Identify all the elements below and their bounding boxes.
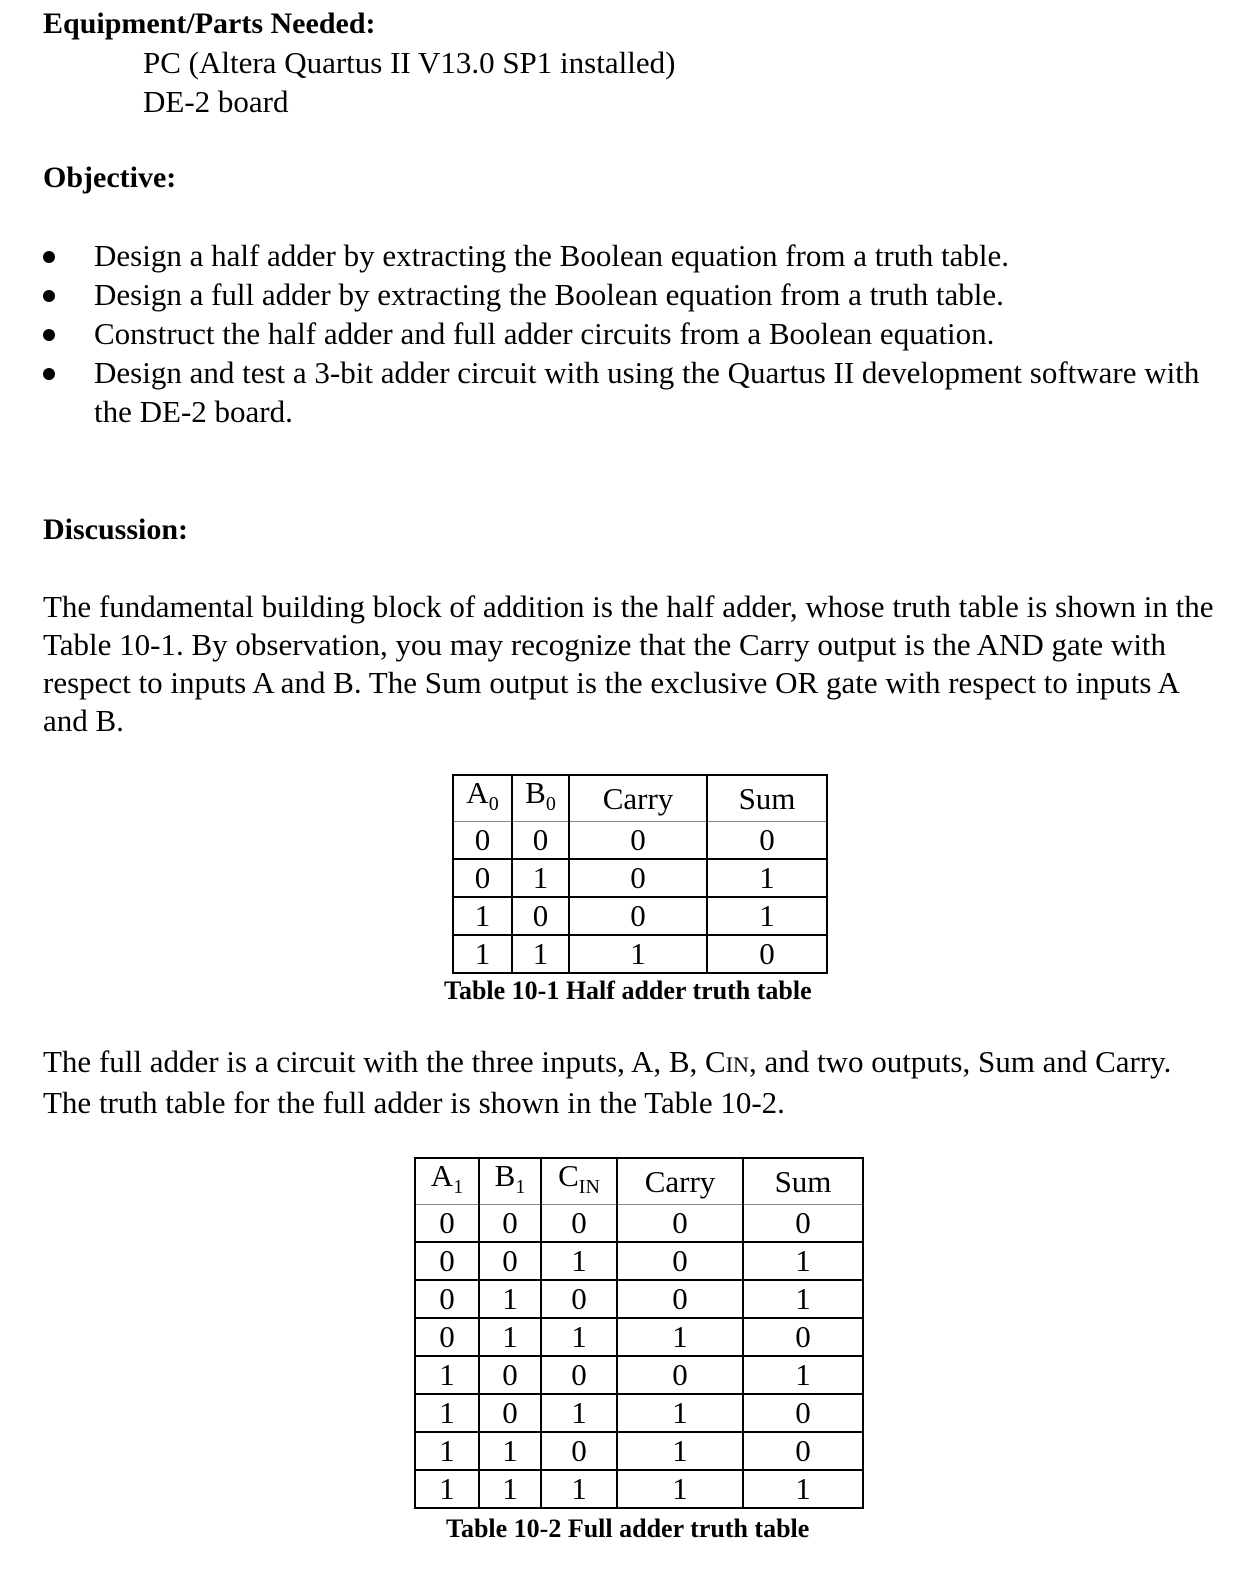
table-row: [415, 1470, 863, 1508]
table-cell: 1: [512, 859, 569, 897]
table-header-row: [415, 1158, 863, 1205]
table-cell: 1: [541, 1318, 617, 1356]
table-cell: 1: [743, 1242, 863, 1280]
table-cell: 1: [541, 1394, 617, 1432]
table-cell: 1: [479, 1280, 541, 1318]
discussion-paragraph-1: The fundamental building block of addition is the half adder, whose truth table is shown in the Table 10-1. By observation, you may recognize that the Carry output is the AND gate with respect to inputs A and B. The Sum output is the exclusive OR gate with respect to inputs A and B.: [43, 589, 1214, 738]
objective-item-text: Construct the half adder and full adder circuits from a Boolean equation.: [94, 316, 995, 351]
objective-item: [43, 314, 1243, 353]
equipment-item-pc: PC (Altera Quartus II V13.0 SP1 installed): [143, 45, 676, 80]
table-row: [415, 1205, 863, 1243]
objective-list: [43, 236, 1243, 431]
table-cell: 1: [453, 897, 512, 935]
table-cell: 0: [617, 1205, 743, 1243]
table-row: [415, 1356, 863, 1394]
table-cell: 1: [479, 1432, 541, 1470]
table-cell: 0: [512, 897, 569, 935]
table-cell: 0: [569, 822, 707, 860]
table-cell: 0: [415, 1205, 479, 1243]
table-cell: 0: [541, 1356, 617, 1394]
table-cell: 1: [617, 1432, 743, 1470]
objective-item-text: Design a full adder by extracting the Boolean equation from a truth table.: [94, 277, 1004, 312]
table-row: [415, 1280, 863, 1318]
table-cell: 0: [415, 1242, 479, 1280]
table-cell: 1: [707, 859, 827, 897]
table-row: [453, 822, 827, 860]
table-cell: 1: [617, 1394, 743, 1432]
table-cell: 1: [617, 1318, 743, 1356]
bullet-icon: [43, 251, 55, 263]
discussion-heading: Discussion:: [43, 513, 189, 546]
table-cell: 0: [617, 1280, 743, 1318]
bullet-icon: [43, 368, 55, 380]
objective-item: [43, 236, 1243, 275]
table-cell: 1: [743, 1356, 863, 1394]
full-adder-table-caption: Table 10-2 Full adder truth table: [446, 1514, 810, 1543]
table-row: [453, 897, 827, 935]
equipment-item-board: DE-2 board: [143, 84, 289, 119]
table-cell: 0: [541, 1205, 617, 1243]
table-cell: 0: [512, 822, 569, 860]
table-cell: 0: [743, 1318, 863, 1356]
table-cell: 0: [415, 1280, 479, 1318]
column-header: $C_{IN}$: [541, 1158, 617, 1205]
table-cell: 0: [707, 822, 827, 860]
table-row: [415, 1318, 863, 1356]
table-cell: 0: [707, 935, 827, 973]
column-header: $B_1$: [479, 1158, 541, 1205]
objective-item: [43, 353, 1243, 431]
table-cell: 0: [743, 1205, 863, 1243]
column-header: Sum: [743, 1158, 863, 1205]
table-header-row: [453, 775, 827, 822]
table-row: [453, 935, 827, 973]
table-cell: 1: [479, 1470, 541, 1508]
column-header: Carry: [617, 1158, 743, 1205]
objective-heading: Objective:: [43, 161, 177, 194]
column-header: $A_0$: [453, 775, 512, 822]
table-cell: 0: [479, 1356, 541, 1394]
objective-item-text: Design a half adder by extracting the Boolean equation from a truth table.: [94, 238, 1010, 273]
table-cell: 0: [415, 1318, 479, 1356]
table-cell: 1: [453, 935, 512, 973]
table-cell: 0: [453, 859, 512, 897]
table-cell: 1: [512, 935, 569, 973]
table-cell: 1: [569, 935, 707, 973]
equipment-heading: Equipment/Parts Needed:: [43, 7, 376, 40]
objective-item: [43, 275, 1243, 314]
table-cell: 1: [415, 1432, 479, 1470]
table-row: [453, 859, 827, 897]
column-header: $B_0$: [512, 775, 569, 822]
table-cell: 1: [617, 1470, 743, 1508]
table-cell: 0: [541, 1280, 617, 1318]
discussion-paragraph-2: The full adder is a circuit with the three inputs, A, B, CIN, and two outputs, Sum and Carry. The truth table for the full adder is shown in the Table 10-2.: [43, 1044, 1172, 1120]
table-cell: 0: [617, 1242, 743, 1280]
bullet-icon: [43, 329, 55, 341]
table-cell: 1: [541, 1470, 617, 1508]
table-row: [415, 1432, 863, 1470]
table-cell: 1: [415, 1470, 479, 1508]
half-adder-table-caption: Table 10-1 Half adder truth table: [444, 976, 812, 1005]
column-header: Sum: [707, 775, 827, 822]
table-cell: 0: [743, 1432, 863, 1470]
objective-item-text: Design and test a 3-bit adder circuit with using the Quartus II development software with the DE-2 board.: [94, 355, 1200, 429]
table-cell: 1: [541, 1242, 617, 1280]
table-cell: 0: [479, 1242, 541, 1280]
table-cell: 0: [541, 1432, 617, 1470]
table-cell: 1: [479, 1318, 541, 1356]
table-cell: 1: [415, 1356, 479, 1394]
table-cell: 0: [569, 897, 707, 935]
table-cell: 0: [617, 1356, 743, 1394]
table-cell: 1: [743, 1470, 863, 1508]
table-cell: 1: [743, 1280, 863, 1318]
table-cell: 0: [569, 859, 707, 897]
table-row: [415, 1242, 863, 1280]
table-row: [415, 1394, 863, 1432]
table-cell: 0: [479, 1394, 541, 1432]
table-cell: 0: [743, 1394, 863, 1432]
table-cell: 1: [415, 1394, 479, 1432]
half-adder-truth-table: [452, 774, 828, 974]
bullet-icon: [43, 290, 55, 302]
column-header: Carry: [569, 775, 707, 822]
table-cell: 1: [707, 897, 827, 935]
full-adder-truth-table: [414, 1157, 864, 1509]
table-cell: 0: [479, 1205, 541, 1243]
table-cell: 0: [453, 822, 512, 860]
column-header: $A_1$: [415, 1158, 479, 1205]
